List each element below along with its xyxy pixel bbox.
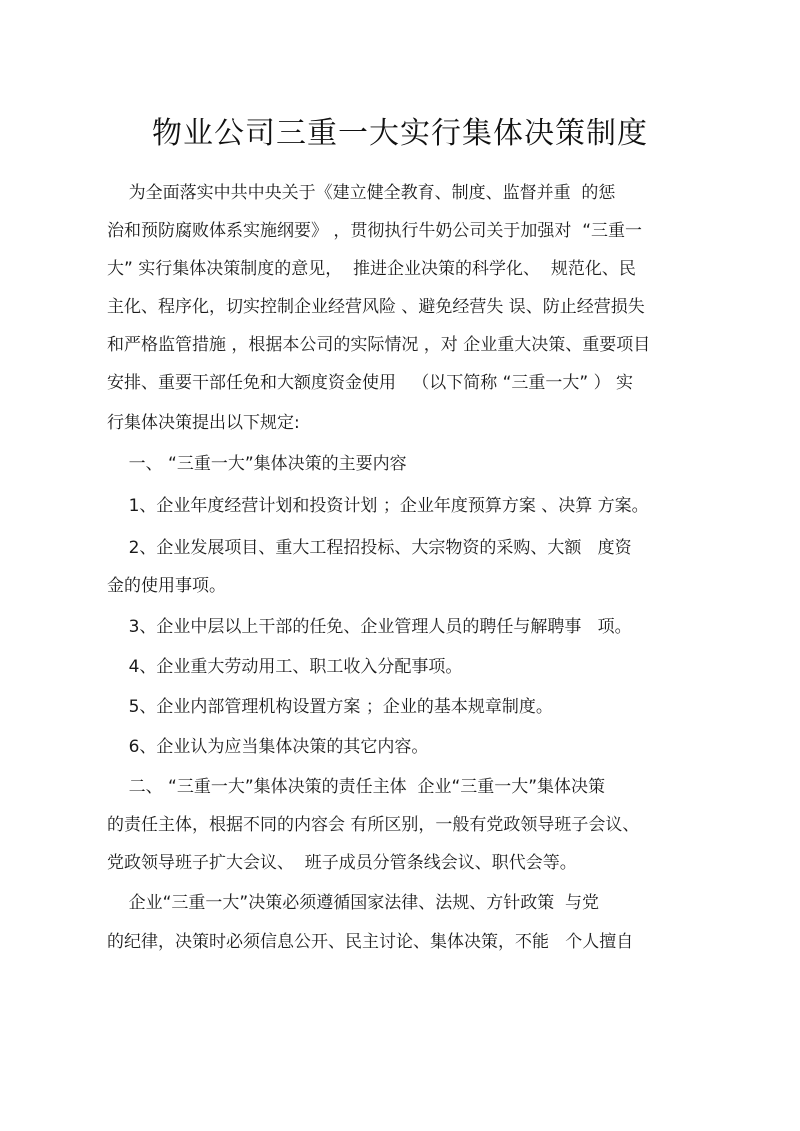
body-line: 和严格监管措施 ，根据本公司的实际情况 ，对 企业重大决策、重要项目: [107, 335, 651, 355]
list-item-continuation: 金的使用事项。: [107, 576, 226, 596]
body-line: 安排、重要干部任免和大额度资金使用 （以下简称 “三重一大” ） 实: [107, 373, 634, 393]
body-line: 行集体决策提出以下规定:: [107, 413, 300, 433]
body-line: 为全面落实中共中央关于《建立健全教育、制度、监督并重 的惩: [107, 183, 616, 203]
section-heading: 二、 “三重一大”集体决策的责任主体 企业“三重一大”集体决策: [107, 777, 606, 797]
body-line: 企业“三重一大”决策必须遵循国家法律、法规、方针政策 与党: [107, 893, 600, 913]
body-line: 主化、程序化，切实控制企业经营风险 、避免经营失 误、防止经营损失: [107, 297, 645, 317]
body-line: 的纪律，决策时必须信息公开、民主讨论、集体决策，不能 个人擅自: [107, 932, 634, 952]
list-item: 6、企业认为应当集体决策的其它内容。: [107, 737, 429, 757]
list-item: 5、企业内部管理机构设置方案 ；企业的基本规章制度。: [107, 697, 553, 717]
list-item: 2、企业发展项目、重大工程招投标、大宗物资的采购、大额 度资: [107, 538, 632, 558]
list-item: 4、企业重大劳动用工、职工收入分配事项。: [107, 657, 463, 677]
body-line: 治和预防腐败体系实施纲要》 ，贯彻执行牛奶公司关于加强对 “三重一: [107, 221, 643, 241]
body-line: 的责任主体，根据不同的内容会 有所区别，一般有党政领导班子会议、: [107, 815, 640, 835]
section-heading: 一、 “三重一大”集体决策的主要内容: [107, 454, 407, 474]
body-line: 大” 实行集体决策制度的意见， 推进企业决策的科学化、 规范化、民: [107, 259, 636, 279]
body-line: 党政领导班子扩大会议、 班子成员分管条线会议、职代会等。: [107, 853, 577, 873]
document-title: 物业公司三重一大实行集体决策制度: [152, 116, 648, 151]
list-item: 3、企业中层以上干部的任免、企业管理人员的聘任与解聘事 项。: [107, 617, 632, 637]
list-item: 1、企业年度经营计划和投资计划 ；企业年度预算方案 、决算 方案。: [107, 496, 649, 516]
